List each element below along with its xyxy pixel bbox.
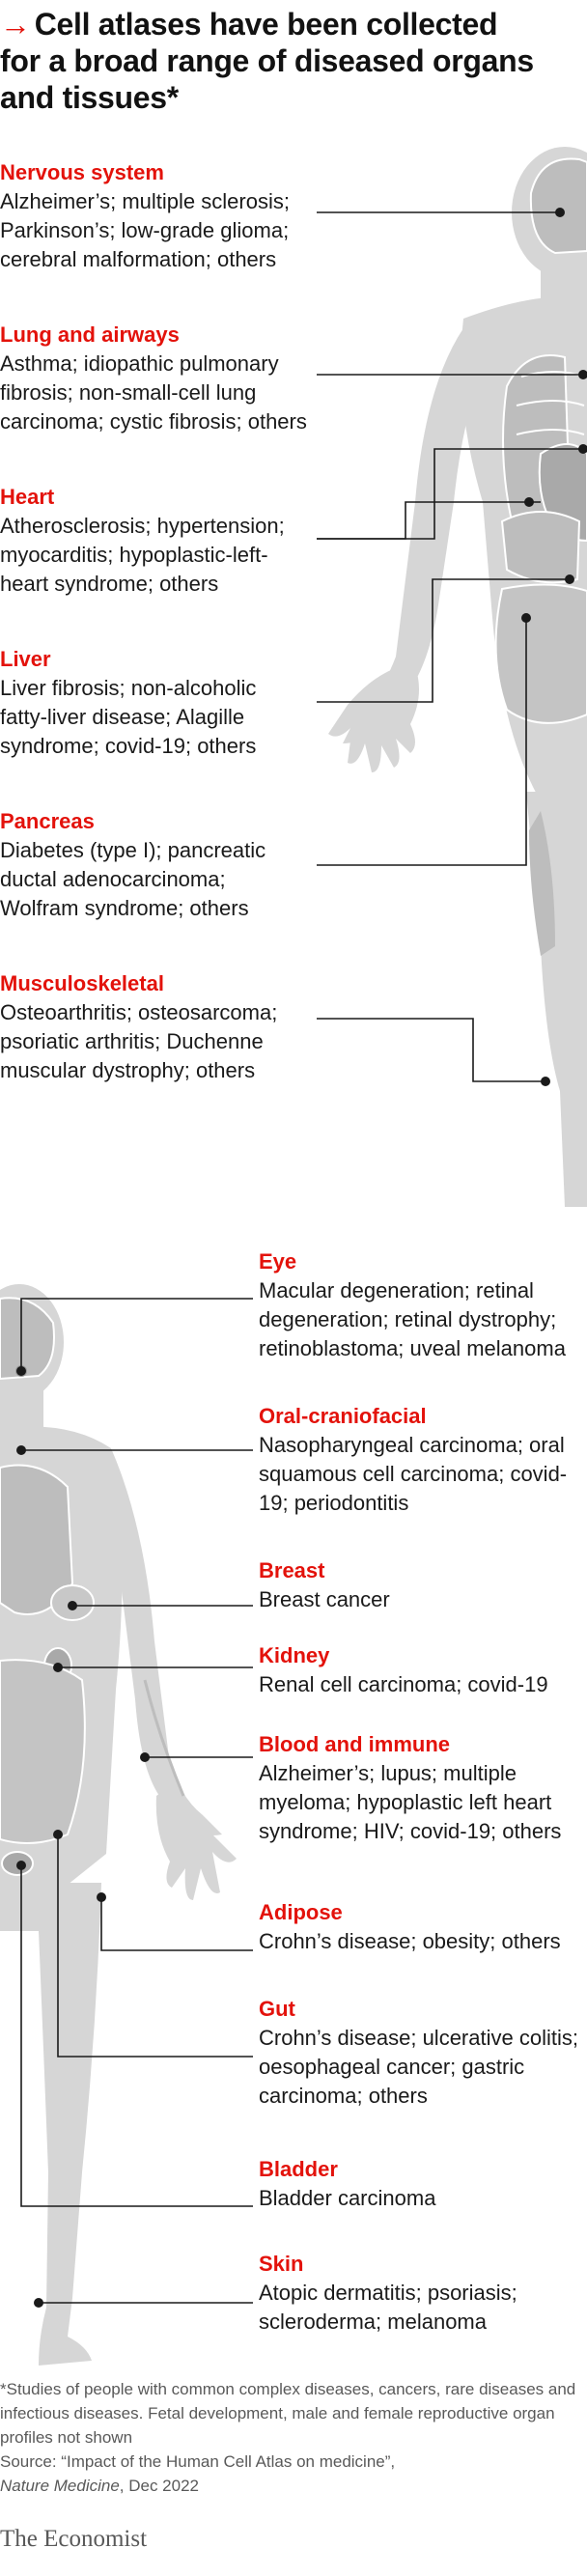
hand-shape xyxy=(156,1786,237,1900)
title-text: Cell atlases have been collected for a broad range of diseased organs and tissues* xyxy=(0,7,534,115)
category-description: Bladder carcinoma xyxy=(259,2186,436,2210)
intestine-organ xyxy=(0,1660,85,1843)
category-label: Bladder xyxy=(259,2157,338,2181)
category-lung-and-airways xyxy=(0,321,309,436)
category-label: Lung and airways xyxy=(0,322,180,347)
category-description: Macular degeneration; retinal degeneration; retinal dystrophy; retinoblastoma; uveal melanoma xyxy=(259,1278,566,1360)
arm-shape xyxy=(111,1448,222,1835)
upper-body-figure xyxy=(328,147,587,1207)
category-description: Diabetes (type I); pancreatic ductal adenocarcinoma; Wolfram syndrome; others xyxy=(0,838,266,920)
category-musculoskeletal xyxy=(0,969,309,1085)
category-blood-and-immune xyxy=(259,1730,587,1846)
liver-organ xyxy=(502,512,579,582)
category-oral-craniofacial xyxy=(259,1402,587,1518)
brand-logo: The Economist xyxy=(0,2526,148,2552)
category-description: Alzheimer’s; lupus; multiple myeloma; hypoplastic left heart syndrome; HIV; covid-19; others xyxy=(259,1761,562,1843)
category-description: Crohn’s disease; obesity; others xyxy=(259,1929,561,1953)
source-date: , Dec 2022 xyxy=(119,2477,200,2495)
category-label: Gut xyxy=(259,1997,295,2021)
category-nervous-system xyxy=(0,158,309,274)
source-prefix: Source: “Impact of the Human Cell Atlas on medicine”, xyxy=(0,2452,396,2471)
category-description: Crohn’s disease; ulcerative colitis; oesophageal cancer; gastric carcinoma; others xyxy=(259,2026,578,2108)
category-eye xyxy=(259,1247,587,1363)
category-label: Adipose xyxy=(259,1900,343,1924)
leg-shape xyxy=(0,1883,101,2366)
lower-body-figure xyxy=(0,1284,237,2366)
category-skin xyxy=(259,2250,587,2337)
source-line-2 xyxy=(0,2474,583,2498)
category-label: Heart xyxy=(0,485,55,509)
brain-organ xyxy=(531,158,587,253)
category-description: Renal cell carcinoma; covid-19 xyxy=(259,1672,548,1696)
category-label: Kidney xyxy=(259,1643,330,1667)
footnote xyxy=(0,2377,583,2498)
category-bladder xyxy=(259,2155,587,2213)
category-description: Liver fibrosis; non-alcoholic fatty-liver disease; Alagille syndrome; covid-19; others xyxy=(0,676,257,758)
intestine-organ xyxy=(496,584,587,722)
category-adipose xyxy=(259,1898,587,1956)
category-description: Atopic dermatitis; psoriasis; scleroderma; melanoma xyxy=(259,2281,517,2334)
category-description: Breast cancer xyxy=(259,1587,390,1611)
category-label: Pancreas xyxy=(0,809,95,833)
category-description: Alzheimer’s; multiple sclerosis; Parkinson’s; low-grade glioma; cerebral malformation; others xyxy=(0,189,290,271)
category-label: Skin xyxy=(259,2252,304,2276)
category-label: Musculoskeletal xyxy=(0,971,164,995)
category-label: Eye xyxy=(259,1249,297,1274)
category-label: Oral-craniofacial xyxy=(259,1404,427,1428)
category-label: Blood and immune xyxy=(259,1732,450,1756)
category-description: Asthma; idiopathic pulmonary fibrosis; non-small-cell lung carcinoma; cystic fibrosis; others xyxy=(0,351,307,434)
category-kidney xyxy=(259,1641,587,1699)
category-breast xyxy=(259,1556,587,1614)
arrow-icon: → xyxy=(0,7,31,42)
category-liver xyxy=(0,645,309,761)
footnote-text: *Studies of people with common complex diseases, cancers, rare diseases and infectious diseases. Fetal development, male and female reproductive organ profiles not shown xyxy=(0,2380,576,2447)
category-label: Nervous system xyxy=(0,160,164,184)
category-heart xyxy=(0,483,309,599)
category-label: Liver xyxy=(0,647,51,671)
source-journal: Nature Medicine xyxy=(0,2477,120,2495)
category-pancreas xyxy=(0,807,309,923)
hand-shape xyxy=(328,666,419,772)
category-description: Nasopharyngeal carcinoma; oral squamous cell carcinoma; covid-19; periodontitis xyxy=(259,1433,568,1515)
category-description: Osteoarthritis; osteosarcoma; psoriatic arthritis; Duchenne muscular dystrophy; others xyxy=(0,1000,278,1082)
category-label: Breast xyxy=(259,1558,325,1582)
category-description: Atherosclerosis; hypertension; myocarditis; hypoplastic-left-heart syndrome; others xyxy=(0,514,285,596)
category-gut xyxy=(259,1995,587,2111)
chart-title xyxy=(0,6,541,116)
source-line xyxy=(0,2450,583,2474)
